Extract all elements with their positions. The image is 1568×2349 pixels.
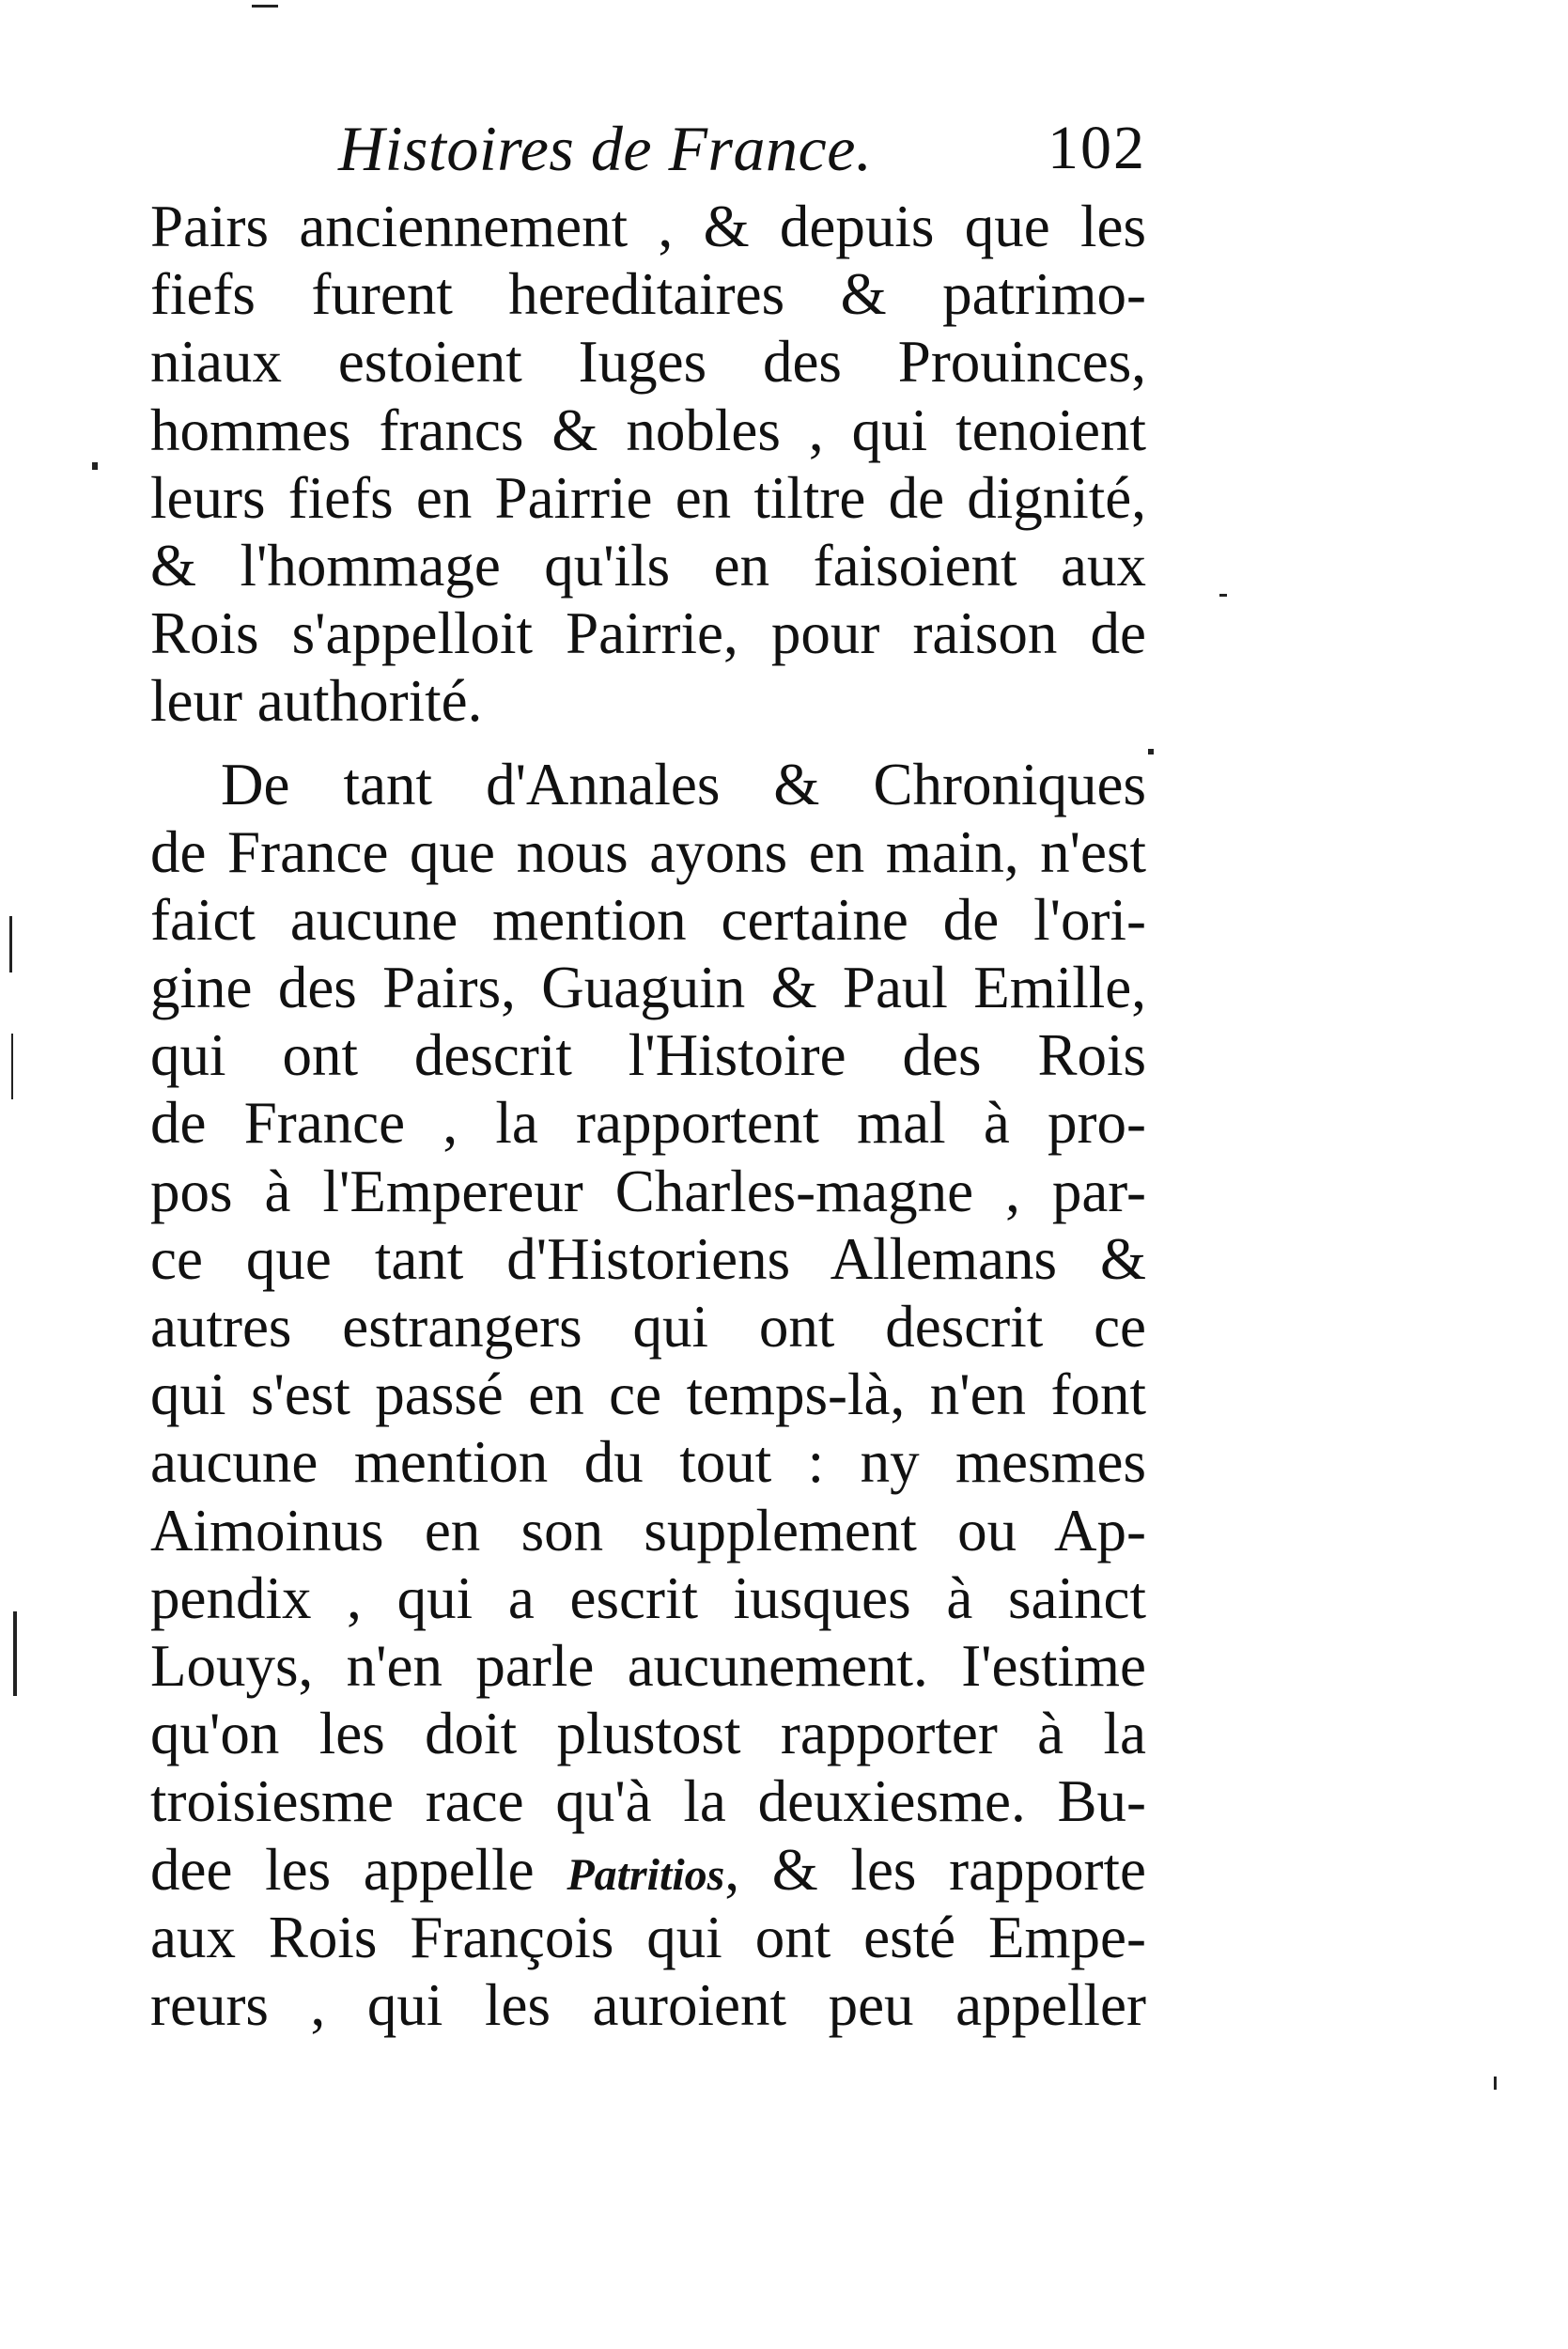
text-line: & l'hommage qu'ils en faisoient aux xyxy=(150,532,1146,599)
text-line: faict aucune mention certaine de l'ori- xyxy=(150,886,1146,953)
text-line: pendix , qui a escrit iusques à sainct xyxy=(150,1564,1146,1631)
text-fragment: dee les appelle xyxy=(150,1836,535,1903)
text-line: reurs , qui les auroient peu appeller xyxy=(150,1971,1146,2038)
page-number: 102 xyxy=(1048,114,1146,182)
text-line: leurs fiefs en Pairrie en tiltre de dignité, xyxy=(150,464,1146,531)
text-line: Aimoinus en son supplement ou Ap- xyxy=(150,1497,1146,1563)
margin-rule-mark xyxy=(13,1611,17,1696)
body-text xyxy=(150,193,1146,2039)
text-line: De tant d'Annales & Chroniques xyxy=(221,751,1146,817)
text-line: leur authorité. xyxy=(150,668,483,735)
text-line: ce que tant d'Historiens Allemans & xyxy=(150,1225,1146,1292)
text-line: de France , la rapportent mal à pro- xyxy=(150,1090,1146,1157)
paragraph-gap xyxy=(150,736,1146,751)
text-line: gine des Pairs, Guaguin & Paul Emille, xyxy=(150,955,1146,1021)
text-line: hommes francs & nobles , qui tenoient xyxy=(150,397,1146,463)
scan-speck xyxy=(1148,749,1154,754)
text-fragment: , & les rapporte xyxy=(724,1836,1146,1903)
running-title: Histoires de France. xyxy=(338,113,873,184)
text-line: de France que nous ayons en main, n'est xyxy=(150,818,1146,885)
text-line: fiefs furent hereditaires & patrimo- xyxy=(150,261,1146,328)
paragraph-1 xyxy=(150,193,1146,736)
page-header xyxy=(338,111,1146,186)
text-line: troisiesme race qu'à la deuxiesme. Bu- xyxy=(150,1768,1146,1835)
text-line: aucune mention du tout : ny mesmes xyxy=(150,1429,1146,1496)
text-line: qui s'est passé en ce temps-là, n'en font xyxy=(150,1361,1146,1428)
margin-rule-mark xyxy=(11,1034,13,1099)
scan-speck xyxy=(252,5,278,8)
text-line: Pairs anciennement , & depuis que les xyxy=(150,194,1146,259)
scan-speck xyxy=(1219,594,1227,597)
text-line: qui ont descrit l'Histoire des Rois xyxy=(150,1022,1146,1089)
latin-term: Patritios xyxy=(567,1849,725,1900)
scan-speck xyxy=(1494,2077,1497,2090)
text-line: autres estrangers qui ont descrit ce xyxy=(150,1294,1146,1360)
text-line: Louys, n'en parle aucunement. I'estime xyxy=(150,1632,1146,1699)
text-line: Rois s'appelloit Pairrie, pour raison de xyxy=(150,600,1146,667)
text-line: aux Rois François qui ont esté Empe- xyxy=(150,1904,1146,1970)
text-line: qu'on les doit plustost rapporter à la xyxy=(150,1701,1146,1767)
scan-speck xyxy=(92,462,98,470)
text-line: niaux estoient Iuges des Prouinces, xyxy=(150,329,1146,396)
text-line: pos à l'Empereur Charles-magne , par- xyxy=(150,1158,1146,1224)
paragraph-2 xyxy=(150,751,1146,2040)
text-line-with-latin xyxy=(150,1836,1146,1904)
margin-rule-mark xyxy=(9,916,12,972)
